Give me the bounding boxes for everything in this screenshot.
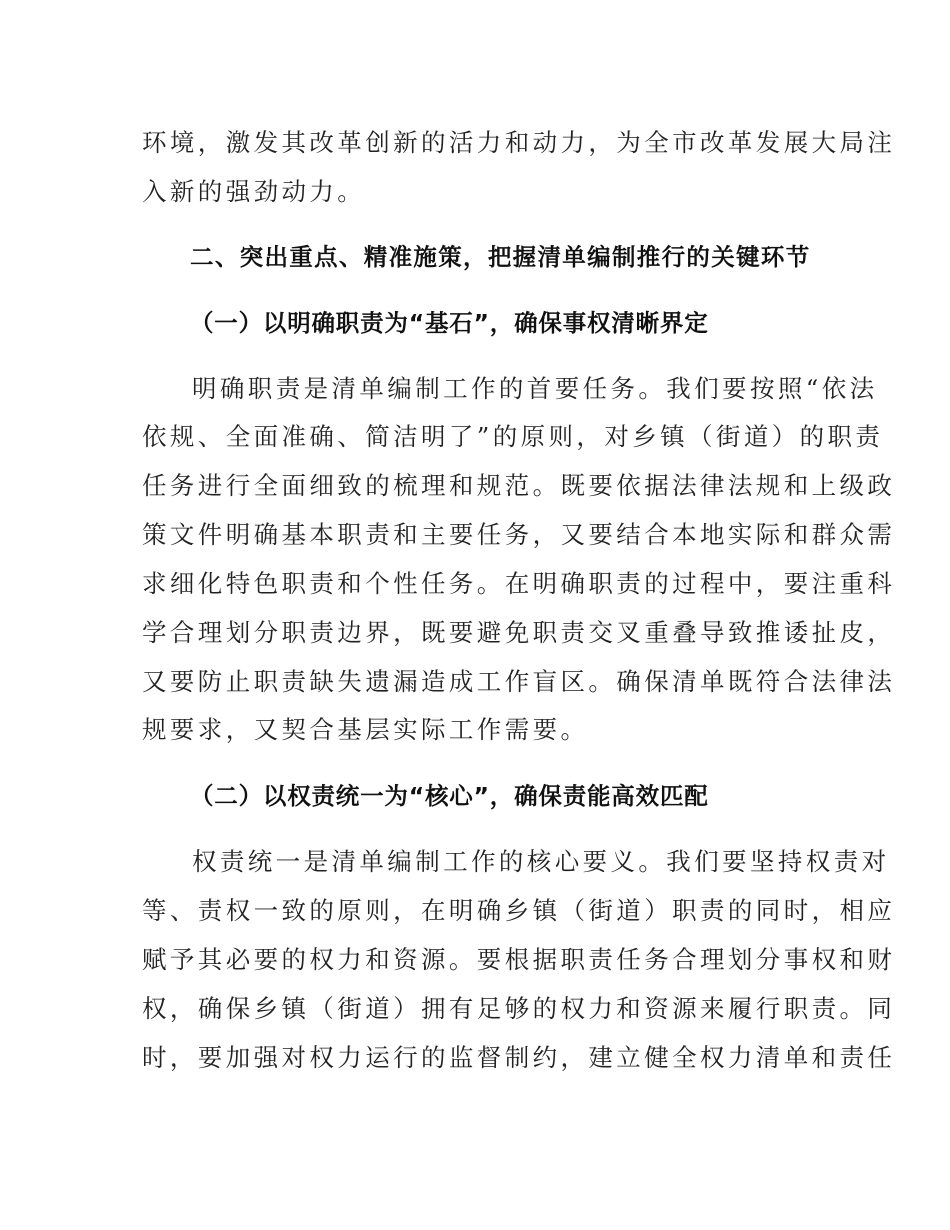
- paragraph-line: 权责统一是清单编制工作的核心要义。我们要坚持权责对: [192, 847, 890, 876]
- paragraph-line: 任务进行全面细致的梳理和规范。既要依据法律法规和上级政: [142, 471, 896, 500]
- paragraph-line: 规要求，又契合基层实际工作需要。: [142, 715, 589, 744]
- paragraph-line: 求细化特色职责和个性任务。在明确职责的过程中，要注重科: [142, 569, 896, 598]
- paragraph-line: 入新的强劲动力。: [142, 177, 366, 206]
- subsection-heading: （一）以明确职责为“基石”，确保事权清晰界定: [190, 309, 709, 337]
- paragraph-line: 策文件明确基本职责和主要任务，又要结合本地实际和群众需: [142, 520, 896, 549]
- paragraph-line: 依规、全面准确、简洁明了”的原则，对乡镇（街道）的职责: [142, 422, 884, 451]
- paragraph-line: 环境，激发其改革创新的活力和动力，为全市改革发展大局注: [142, 128, 896, 157]
- paragraph-line: 学合理划分职责边界，既要避免职责交叉重叠导致推诿扯皮，: [142, 618, 896, 647]
- paragraph-line: 权，确保乡镇（街道）拥有足够的权力和资源来履行职责。同: [142, 994, 896, 1023]
- paragraph-line: 又要防止职责缺失遗漏造成工作盲区。确保清单既符合法律法: [142, 667, 896, 696]
- paragraph-line: 等、责权一致的原则，在明确乡镇（街道）职责的同时，相应: [142, 896, 896, 925]
- subsection-heading: （二）以权责统一为“核心”，确保责能高效匹配: [190, 782, 709, 810]
- paragraph-line: 赋予其必要的权力和资源。要根据职责任务合理划分事权和财: [142, 945, 896, 974]
- paragraph-line: 明确职责是清单编制工作的首要任务。我们要按照“依法: [192, 374, 878, 403]
- paragraph-line: 时，要加强对权力运行的监督制约，建立健全权力清单和责任: [142, 1043, 896, 1072]
- section-heading: 二、突出重点、精准施策，把握清单编制推行的关键环节: [190, 243, 810, 271]
